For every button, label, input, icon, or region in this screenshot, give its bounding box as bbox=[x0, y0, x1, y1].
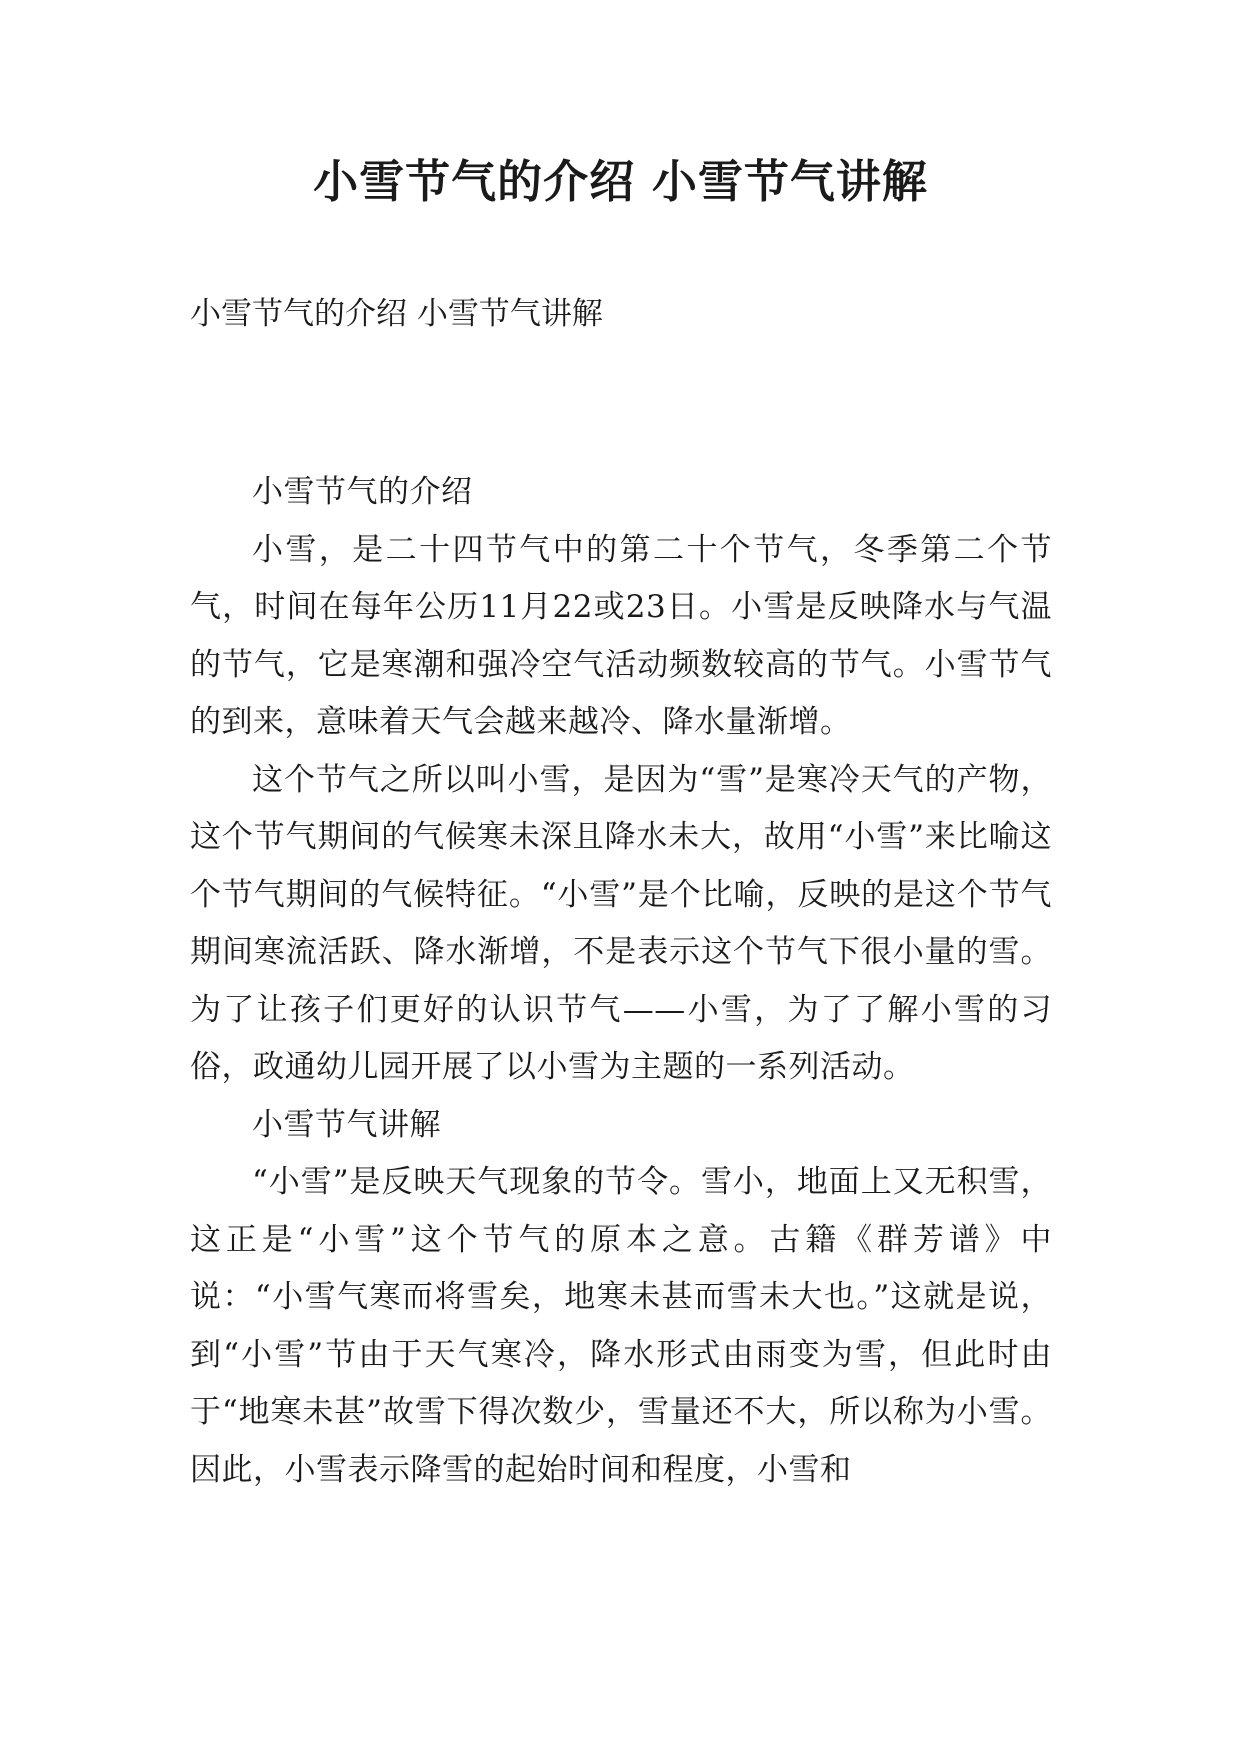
document-subtitle: 小雪节气的介绍 小雪节气讲解 bbox=[190, 296, 603, 332]
body-paragraph: “小雪”是反映天气现象的节令。雪小，地面上又无积雪，这正是“小雪”这个节气的原本之意。古籍《群芳谱》中说：“小雪气寒而将雪矣，地寒未甚而雪未大也。”这就是说，到“小雪”节由于天气寒冷，降水形式由雨变为雪，但此时由于“地寒未甚”故雪下得次数少，雪量还不大，所以称为小雪。因此，小雪表示降雪的起始时间和程度，小雪和 bbox=[190, 1164, 1052, 1488]
section-heading-explanation: 小雪节气讲解 bbox=[252, 1106, 441, 1143]
document-body bbox=[190, 464, 1052, 1499]
section-heading-introduction: 小雪节气的介绍 bbox=[252, 474, 473, 510]
body-paragraph: 这个节气之所以叫小雪，是因为“雪”是寒冷天气的产物，这个节气期间的气候寒未深且降水未大，故用“小雪”来比喻这个节气期间的气候特征。“小雪”是个比喻，反映的是这个节气期间寒流活跃、降水渐增，不是表示这个节气下很小量的雪。为了让孩子们更好的认识节气——小雪，为了了解小雪的习俗，政通幼儿园开展了以小雪为主题的一系列活动。 bbox=[190, 761, 1052, 1085]
body-paragraph: 小雪，是二十四节气中的第二十个节气，冬季第二个节气，时间在每年公历11月22或23日。小雪是反映降水与气温的节气，它是寒潮和强冷空气活动频数较高的节气。小雪节气的到来，意味着天气会越来越冷、降水量渐增。 bbox=[190, 531, 1052, 740]
document-title: 小雪节气的介绍 小雪节气讲解 bbox=[313, 155, 928, 208]
